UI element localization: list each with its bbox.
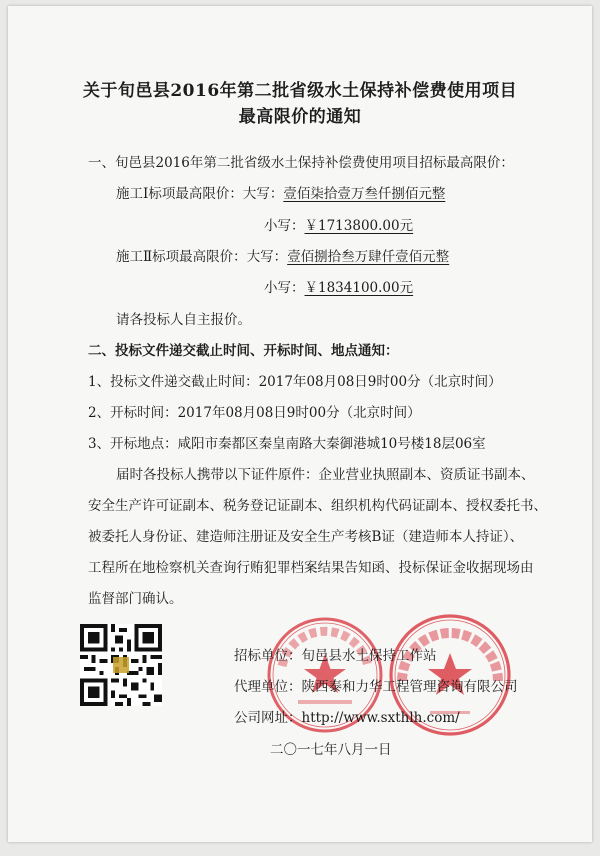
- document-page: [8, 6, 592, 842]
- lot1-lower-label: 小写：: [264, 218, 305, 234]
- website-line: 公司网址：http://www.sxthlh.com/: [234, 710, 460, 726]
- documents-para-line: 工程所在地检察机关查询行贿犯罪档案结果告知函、投标保证金收据现场由: [88, 560, 534, 576]
- lot2-lower-label: 小写：: [264, 280, 305, 296]
- lot1-lower-value: ￥1713800.00元: [304, 218, 414, 234]
- section2-heading: 二、投标文件递交截止时间、开标时间、地点通知：: [88, 343, 399, 359]
- document-date: 二〇一七年八月一日: [270, 742, 392, 758]
- lot2-upper-value: 壹佰捌拾叁万肆仟壹佰元整: [287, 249, 450, 265]
- lot1-upper-label: 大写：: [242, 186, 284, 202]
- lot2-row: [116, 247, 449, 267]
- section1-heading: 一、旬邑县2016年第二批省级水土保持补偿费使用项目招标最高限价：: [88, 155, 514, 171]
- title-line-1: 关于旬邑县2016年第二批省级水土保持补偿费使用项目: [82, 81, 518, 101]
- lot1-label: 施工Ⅰ标项最高限价：: [116, 186, 243, 202]
- document-title: [8, 78, 592, 130]
- lot2-label: 施工Ⅱ标项最高限价：: [116, 249, 247, 265]
- documents-para-line: 监督部门确认。: [88, 591, 183, 607]
- agent-line: 代理单位：陕西泰和力华工程管理咨询有限公司: [234, 679, 518, 695]
- opening-location-item: 3、开标地点：咸阳市秦都区秦皇南路大秦御港城10号楼18层06室: [88, 436, 486, 452]
- lot2-upper-label: 大写：: [246, 249, 288, 265]
- qr-code-icon: [80, 624, 162, 706]
- documents-para-line: 被委托人身份证、建造师注册证及安全生产考核B证（建造师本人持证）、: [88, 529, 524, 545]
- documents-para-line: 届时各投标人携带以下证件原件：企业营业执照副本、资质证书副本、: [116, 467, 535, 483]
- opening-time-item: 2、开标时间：2017年08月08日9时00分（北京时间）: [88, 405, 421, 421]
- deadline-item: 1、投标文件递交截止时间：2017年08月08日9时00分（北京时间）: [88, 374, 502, 390]
- section1-note: 请各投标人自主报价。: [116, 312, 251, 328]
- lot1-upper-value: 壹佰柒拾壹万叁仟捌佰元整: [283, 186, 446, 202]
- lot1-lower-row: [264, 216, 413, 236]
- lot2-lower-row: [264, 278, 413, 298]
- lot2-lower-value: ￥1834100.00元: [304, 280, 414, 296]
- lot1-row: [116, 184, 445, 204]
- title-line-2: 最高限价的通知: [238, 107, 362, 127]
- tenderer-line: 招标单位：旬邑县水土保持工作站: [234, 648, 437, 664]
- documents-para-line: 安全生产许可证副本、税务登记证副本、组织机构代码证副本、授权委托书、: [88, 498, 547, 514]
